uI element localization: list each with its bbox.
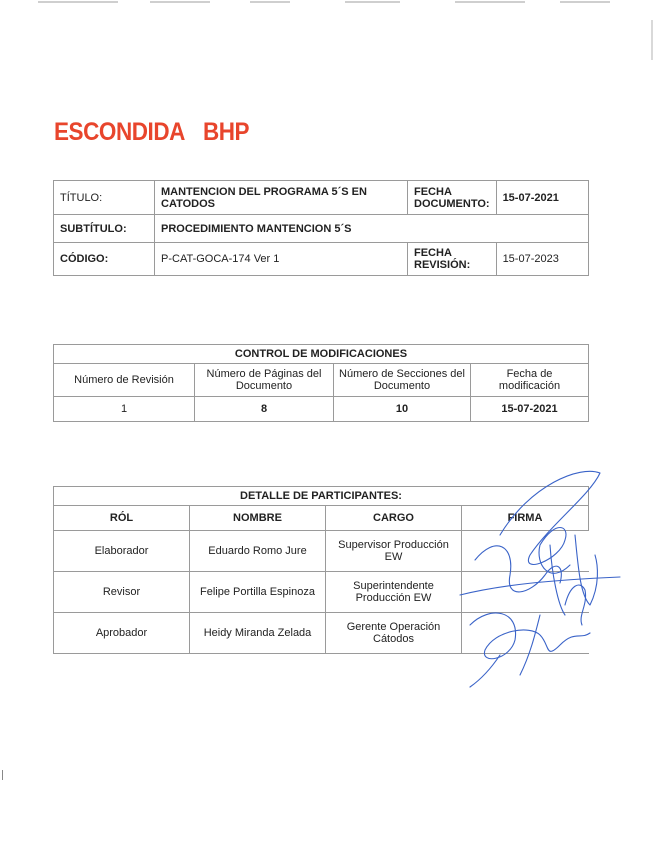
scan-artifact-top: [0, 0, 655, 8]
firma-cell: [462, 613, 589, 654]
fecha-revision-label: FECHA REVISIÓN:: [408, 243, 497, 276]
col-cargo: CARGO: [326, 506, 462, 531]
col-numero-paginas: Número de Páginas del Documento: [195, 364, 334, 397]
titulo-value: MANTENCION DEL PROGRAMA 5´S EN CATODOS: [155, 181, 408, 215]
scan-artifact-margin: [2, 770, 3, 780]
nombre-cell: Eduardo Romo Jure: [190, 531, 326, 572]
col-numero-secciones: Número de Secciones del Documento: [334, 364, 471, 397]
participant-row: [54, 613, 589, 654]
company-logo: [54, 118, 249, 147]
subtitulo-value: PROCEDIMIENTO MANTENCION 5´S: [155, 215, 589, 243]
fecha-revision-value: 15-07-2023: [496, 243, 588, 276]
fecha-documento-label: FECHA DOCUMENTO:: [408, 181, 497, 215]
participants-title: DETALLE DE PARTICIPANTES:: [54, 487, 589, 506]
control-title: CONTROL DE MODIFICACIONES: [54, 345, 589, 364]
col-fecha-modificacion: Fecha de modificación: [471, 364, 589, 397]
nombre-cell: Felipe Portilla Espinoza: [190, 572, 326, 613]
rol-cell: Elaborador: [54, 531, 190, 572]
cell-secciones: 10: [334, 397, 471, 422]
cell-paginas: 8: [195, 397, 334, 422]
participantes-table: [53, 486, 589, 654]
fecha-documento-value: 15-07-2021: [496, 181, 588, 215]
firma-cell: [462, 531, 589, 572]
rol-cell: Aprobador: [54, 613, 190, 654]
col-firma: FIRMA: [462, 506, 589, 531]
codigo-label: CÓDIGO:: [54, 243, 155, 276]
firma-cell: [462, 572, 589, 613]
subtitulo-label: SUBTÍTULO:: [54, 215, 155, 243]
cargo-cell: Supervisor Producción EW: [326, 531, 462, 572]
cargo-cell: Gerente Operación Cátodos: [326, 613, 462, 654]
nombre-cell: Heidy Miranda Zelada: [190, 613, 326, 654]
codigo-value: P-CAT-GOCA-174 Ver 1: [155, 243, 408, 276]
document-header-table: [53, 180, 589, 276]
logo-bhp: BHP: [202, 118, 250, 146]
scan-artifact-right: [651, 20, 653, 60]
titulo-label: TÍTULO:: [54, 181, 155, 215]
col-rol: RÓL: [54, 506, 190, 531]
logo-escondida: ESCONDIDA: [54, 118, 185, 146]
col-nombre: NOMBRE: [190, 506, 326, 531]
col-numero-revision: Número de Revisión: [54, 364, 195, 397]
cell-revision: 1: [54, 397, 195, 422]
control-modificaciones-table: [53, 344, 589, 422]
cell-fecha: 15-07-2021: [471, 397, 589, 422]
cargo-cell: Superintendente Producción EW: [326, 572, 462, 613]
participant-row: [54, 572, 589, 613]
rol-cell: Revisor: [54, 572, 190, 613]
participant-row: [54, 531, 589, 572]
